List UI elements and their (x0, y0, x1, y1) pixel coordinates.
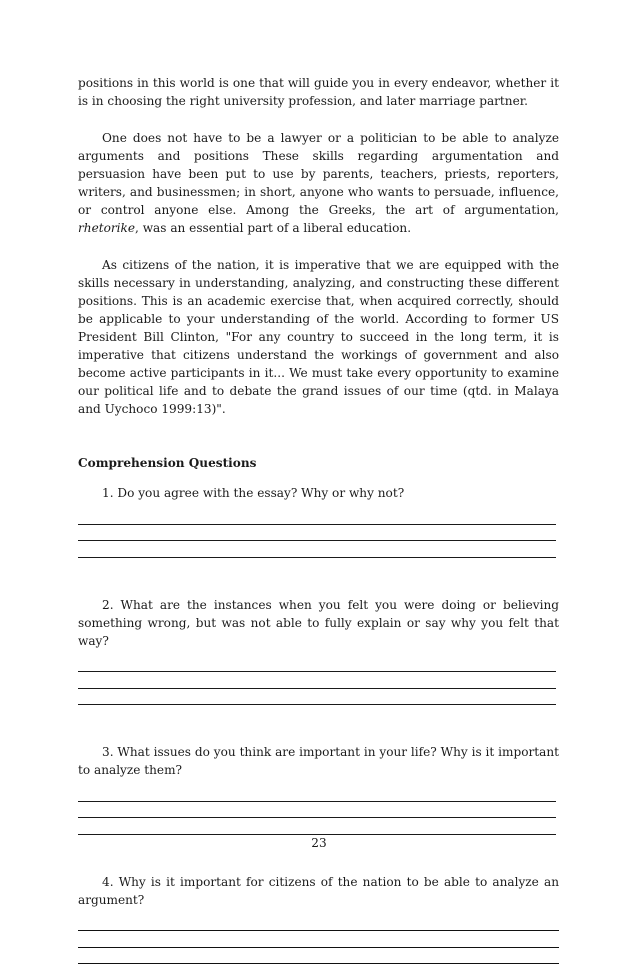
paragraph-argumentation-text-a: One does not have to be a lawyer or a politician to be able to analyze arguments and positions These skills regarding argumentation and persuasion have been put to use by parents, teachers, priests, reporters, writers, and businessmen; in short, anyone who wants to persuade, influence, or control anyone else. Among the Greeks, the art of argumentation, (78, 131, 559, 217)
answer-line[interactable] (78, 541, 556, 558)
answer-line[interactable] (78, 802, 556, 819)
question-4: 4. Why is it important for citizens of the nation to be able to analyze an argument? (78, 873, 559, 909)
answer-line[interactable] (78, 948, 559, 964)
question-2: 2. What are the instances when you felt you were doing or believing something wrong, but was not able to fully explain or say why you felt that way? (78, 596, 559, 650)
answer-line[interactable] (78, 525, 556, 542)
answer-lines-4 (78, 915, 559, 964)
answer-lines-3 (78, 785, 559, 835)
rhetorike-term: rhetorike (78, 221, 135, 235)
answer-line[interactable] (78, 508, 556, 525)
paragraph-argumentation (78, 129, 559, 237)
question-3: 3. What issues do you think are important in your life? Why is it important to analyze them? (78, 743, 559, 779)
section-heading: Comprehension Questions (78, 454, 559, 472)
paragraph-citizens: As citizens of the nation, it is imperative that we are equipped with the skills necessary in understanding, analyzing, and constructing these different positions. This is an academic exercise that, when acquired correctly, should be applicable to your understanding of the world. According to former US President Bill Clinton, "For any country to succeed in the long term, it is imperative that citizens understand the workings of government and also become active participants in it... We must take every opportunity to examine our political life and to debate the grand issues of our time (qtd. in Malaya and Uychoco 1999:13)". (78, 256, 559, 418)
question-1: 1. Do you agree with the essay? Why or why not? (78, 484, 559, 502)
paragraph-positions: positions in this world is one that will guide you in every endeavor, whether it is in choosing the right university profession, and later marriage partner. (78, 74, 559, 110)
answer-line[interactable] (78, 689, 556, 706)
answer-lines-2 (78, 656, 559, 706)
page-number: 23 (0, 836, 638, 850)
answer-line[interactable] (78, 915, 559, 932)
answer-line[interactable] (78, 656, 556, 673)
answer-line[interactable] (78, 931, 559, 948)
answer-line[interactable] (78, 672, 556, 689)
paragraph-argumentation-text-b: , was an essential part of a liberal education. (135, 221, 411, 235)
answer-line[interactable] (78, 818, 556, 835)
answer-line[interactable] (78, 785, 556, 802)
document-page (78, 74, 559, 964)
answer-lines-1 (78, 508, 559, 558)
